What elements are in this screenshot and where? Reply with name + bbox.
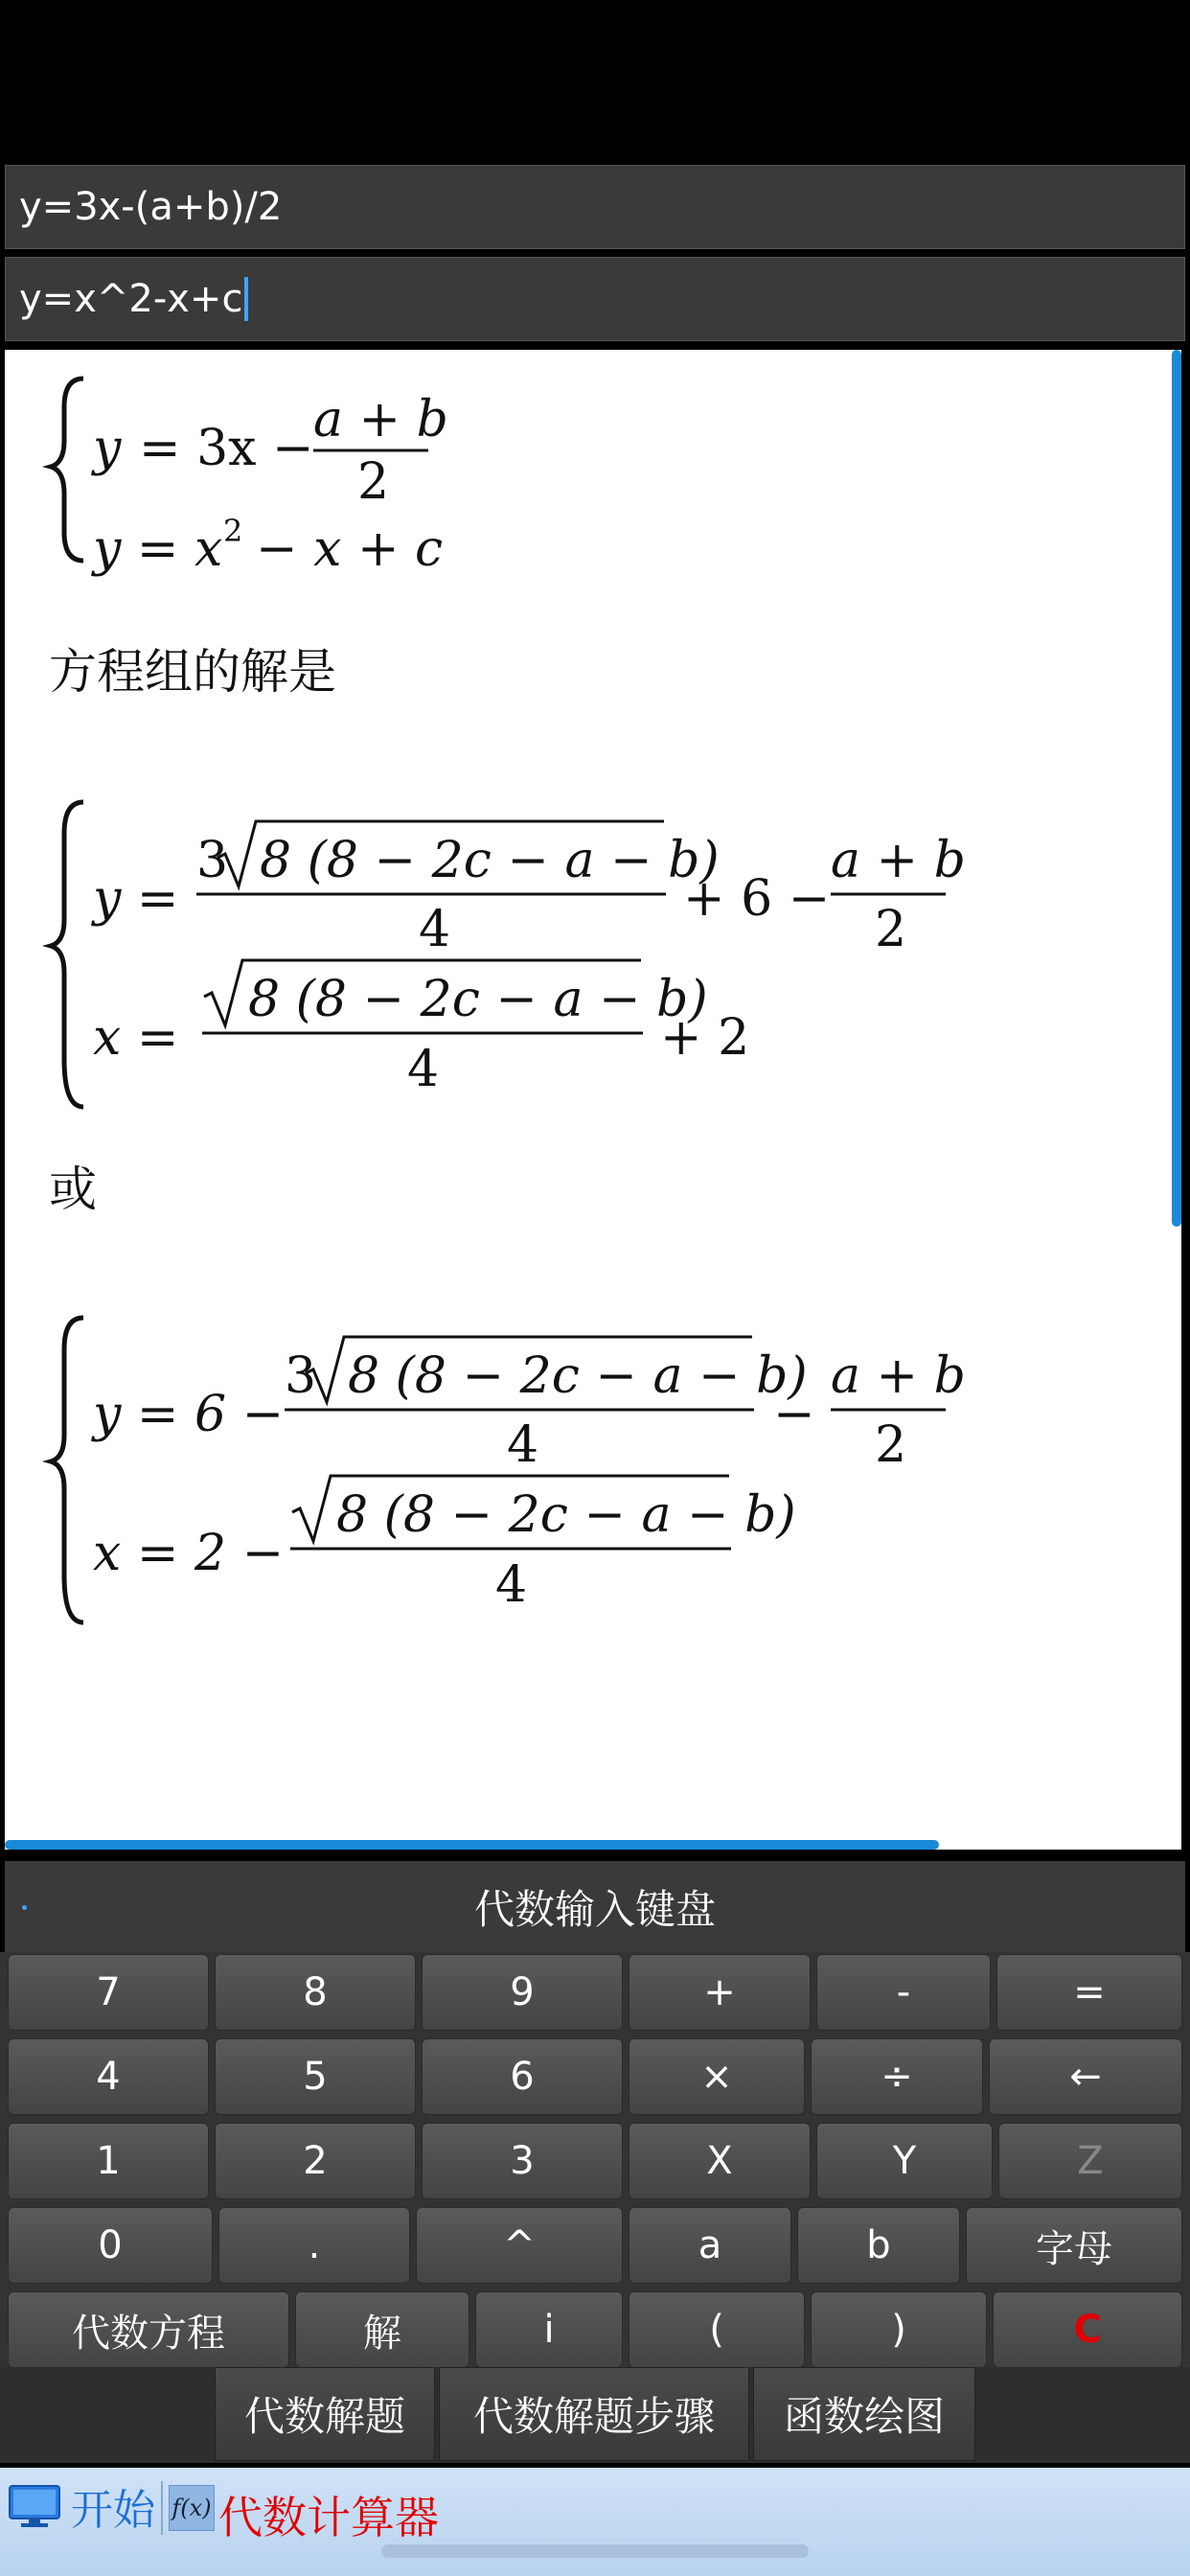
key-8[interactable]: 8 [215,1954,416,2031]
sol1-ab-num: a + b [831,832,966,889]
start-button[interactable] [8,2477,155,2535]
key-backspace[interactable]: ← [989,2038,1182,2115]
sol1-y-den: 4 [419,901,451,958]
system-eq2-sup: 2 [223,513,243,549]
solution-label: 方程组的解是 [49,644,336,700]
system-eq1-den: 2 [357,453,390,511]
sol1-x-den: 4 [407,1041,440,1098]
indicator-dot [22,1905,27,1910]
sol2-brace [51,1318,83,1622]
home-indicator[interactable] [381,2544,809,2558]
sol1-y-coef: 3 [196,832,229,889]
sol2-y-den: 4 [507,1416,539,1474]
key-b[interactable]: b [797,2207,960,2284]
key-x[interactable]: X [629,2123,811,2199]
fx-icon[interactable]: f(x) [169,2485,215,2531]
keyboard-title: 代数输入键盘 [473,1885,716,1933]
sol2-x-den: 4 [495,1556,528,1614]
sol1-x-tail: + 2 [660,1009,750,1067]
sol1-y-mid: + 6 − [683,870,831,928]
key-7[interactable]: 7 [8,1954,209,2031]
key-y[interactable]: Y [816,2123,993,2199]
key-4[interactable]: 4 [8,2038,209,2115]
text-cursor [244,277,248,321]
sol1-x-radicand: 8 (8 − 2c − a − b) [248,971,708,1028]
algebra-keyboard [0,1952,1190,2372]
equation-input-1-text: y=3x-(a+b)/2 [19,185,283,229]
key-equals[interactable]: = [996,1954,1182,2031]
sol1-brace [51,802,83,1107]
key-a[interactable]: a [629,2207,791,2284]
vertical-scrollbar[interactable] [1172,350,1181,1227]
system-eq1-lhs: y [93,420,122,477]
key-decimal[interactable]: . [218,2207,410,2284]
status-bar [0,0,1190,163]
sol2-y-coef: 3 [285,1347,317,1405]
key-2[interactable]: 2 [215,2123,416,2199]
sol2-y-lhs: y = 6 − [93,1386,285,1443]
tab-algebra-solve[interactable]: 代数解题 [215,2367,435,2461]
monitor-icon [8,2484,61,2528]
sol2-ab-num: a + b [831,1347,966,1405]
taskbar-divider [161,2481,163,2535]
key-open-paren[interactable]: ( [629,2291,805,2368]
app-title[interactable]: 代数计算器 [218,2492,439,2543]
sol1-ab-den: 2 [875,901,907,958]
equation-input-2[interactable] [5,257,1185,341]
system-brace [51,379,83,561]
taskbar [0,2468,1190,2576]
math-output [5,350,1181,1850]
key-plus[interactable]: + [629,1954,811,2031]
result-view[interactable] [5,350,1181,1850]
key-clear[interactable]: C [993,2291,1182,2368]
key-9[interactable]: 9 [422,1954,623,2031]
sol2-y-radicand: 8 (8 − 2c − a − b) [348,1347,808,1405]
key-divide[interactable]: ÷ [811,2038,983,2115]
system-eq2-main: y = x [93,520,223,578]
keyboard-title-bar [5,1861,1185,1952]
sol2-x-radicand: 8 (8 − 2c − a − b) [336,1486,796,1544]
key-multiply[interactable]: × [629,2038,805,2115]
key-minus[interactable]: - [816,1954,991,2031]
tab-algebra-steps[interactable]: 代数解题步骤 [439,2367,749,2461]
sol1-x-lhs: x = [93,1009,179,1067]
equation-input-2-text: y=x^2-x+c [19,277,243,321]
key-i[interactable]: i [475,2291,623,2368]
key-algebra-equation[interactable]: 代数方程 [8,2291,289,2368]
system-eq2-rest: − x + c [256,520,444,578]
sol1-y-lhs: y = [93,870,179,928]
key-power[interactable]: ^ [416,2207,623,2284]
key-z[interactable]: Z [998,2123,1182,2199]
mode-tabs [0,2367,1190,2463]
or-label: 或 [49,1162,97,1217]
key-5[interactable]: 5 [215,2038,416,2115]
key-close-paren[interactable]: ) [811,2291,987,2368]
start-label: 开始 [71,2486,155,2535]
system-eq1-mid: = 3x − [139,420,314,477]
equation-input-1[interactable] [5,165,1185,249]
key-letters[interactable]: 字母 [966,2207,1182,2284]
sol2-y-mid: − [773,1386,815,1443]
key-0[interactable]: 0 [8,2207,213,2284]
system-eq1-num: a + b [313,391,448,448]
sol2-x-lhs: x = 2 − [93,1525,285,1582]
key-6[interactable]: 6 [422,2038,623,2115]
sol2-ab-den: 2 [875,1416,907,1474]
horizontal-scrollbar[interactable] [5,1840,939,1850]
key-3[interactable]: 3 [422,2123,623,2199]
key-solve[interactable]: 解 [295,2291,469,2368]
key-1[interactable]: 1 [8,2123,209,2199]
tab-function-plot[interactable]: 函数绘图 [753,2367,975,2461]
sol1-y-radicand: 8 (8 − 2c − a − b) [260,832,720,889]
